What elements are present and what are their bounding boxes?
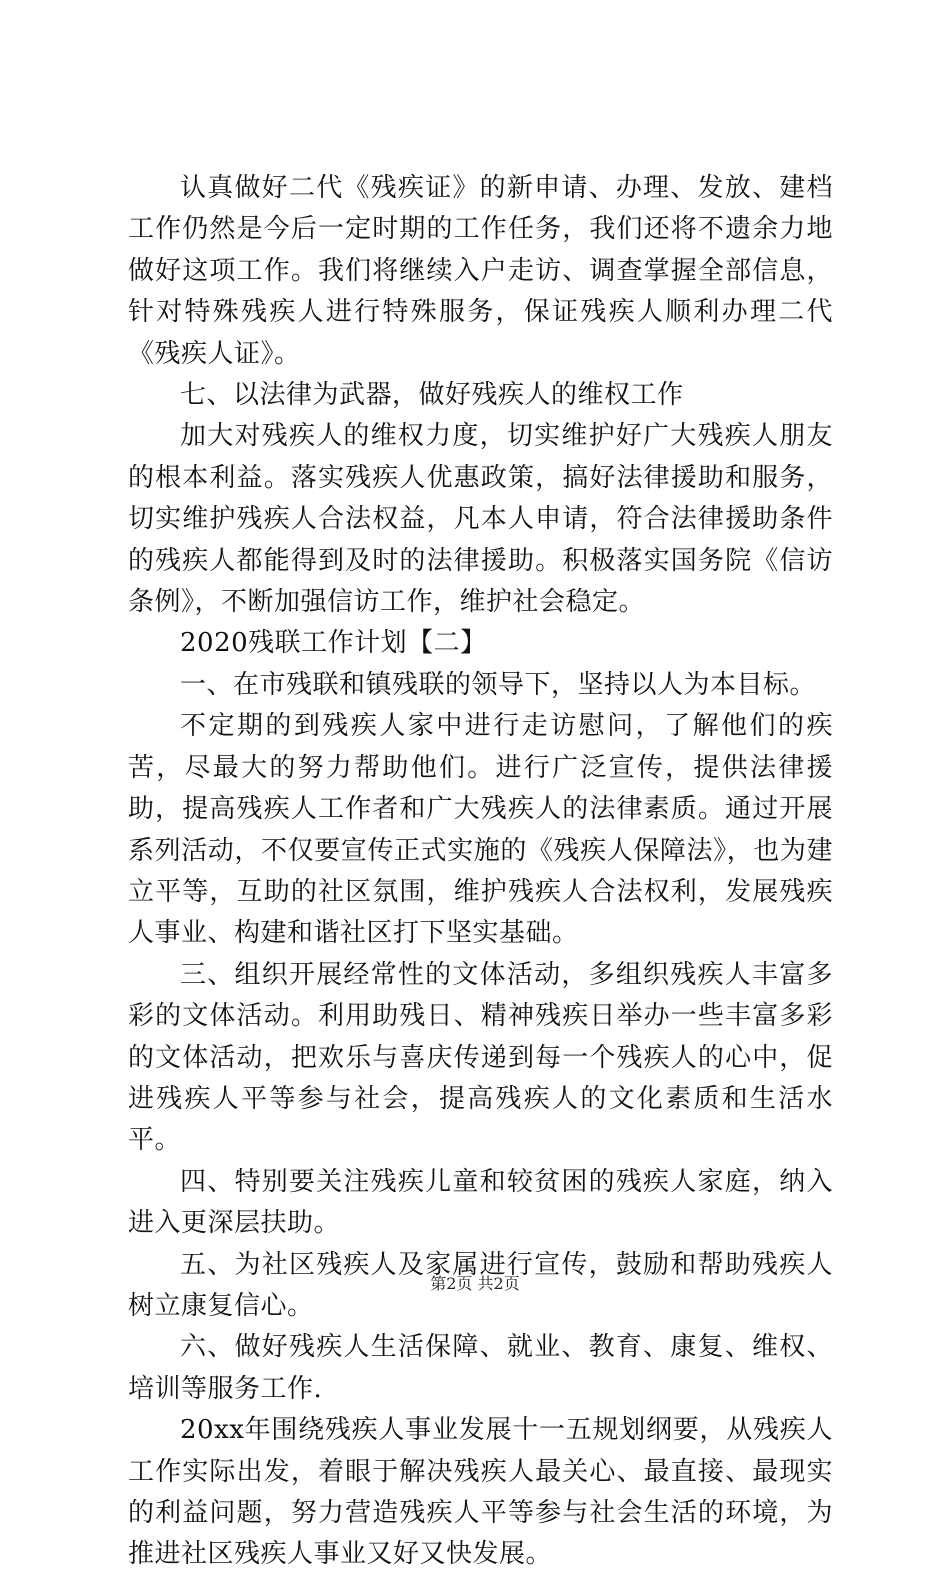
heading-people-oriented: 一、在市残联和镇残联的领导下，坚持以人为本目标。 — [180, 669, 817, 700]
page-number-label: 第2页 共2页 — [430, 1274, 520, 1293]
heading-rights-protection: 七、以法律为武器，做好残疾人的维权工作 — [180, 380, 684, 411]
paragraph-rehabilitation-confidence: 五、为社区残疾人及家属进行宣传，鼓励和帮助残疾人树立康复信心。 — [128, 1249, 833, 1321]
section-title-plan-two: 2020残联工作计划【二】 — [180, 628, 487, 659]
paragraph-cultural-activities: 三、组织开展经常性的文体活动，多组织残疾人丰富多彩的文体活动。利用助残日、精神残疾日举办一些丰富多彩的文体活动，把欢乐与喜庆传递到每一个残疾人的心中，促进残疾人平等参与社会，提高残疾人的文化素质和生活水平。 — [128, 959, 833, 1156]
paragraph-annual-goal: 20xx年围绕残疾人事业发展十一五规划纲要，从残疾人工作实际出发，着眼于解决残疾人最关心、最直接、最现实的利益问题，努力营造残疾人平等参与社会生活的环境，为推进社区残疾人事业又好又快发展。 — [128, 1415, 833, 1570]
document-body — [128, 168, 833, 1576]
paragraph-services: 六、做好残疾人生活保障、就业、教育、康复、维权、培训等服务工作. — [128, 1332, 833, 1404]
paragraph-rights-protection: 加大对残疾人的维权力度，切实维护好广大残疾人朋友的根本利益。落实残疾人优惠政策，搞好法律援助和服务，切实维护残疾人合法权益，凡本人申请，符合法律援助条件的残疾人都能得到及时的法律援助。积极落实国务院《信访条例》，不断加强信访工作，维护社会稳定。 — [128, 421, 833, 618]
paragraph-card-reissue: 认真做好二代《残疾证》的新申请、办理、发放、建档工作仍然是今后一定时期的工作任务，我们还将不遗余力地做好这项工作。我们将继续入户走访、调查掌握全部信息，针对特殊残疾人进行特殊服务，保证残疾人顺利办理二代《残疾人证》。 — [128, 173, 833, 369]
page-footer — [0, 1274, 950, 1294]
paragraph-visits-publicity: 不定期的到残疾人家中进行走访慰问，了解他们的疾苦，尽最大的努力帮助他们。进行广泛宣传，提供法律援助，提高残疾人工作者和广大残疾人的法律素质。通过开展系列活动，不仅要宣传正式实施的《残疾人保障法》，也为建立平等，互助的社区氛围，维护残疾人合法权利，发展残疾人事业、构建和谐社区打下坚实基础。 — [128, 711, 833, 949]
paragraph-children-families: 四、特别要关注残疾儿童和较贫困的残疾人家庭，纳入进入更深层扶助。 — [128, 1166, 833, 1239]
